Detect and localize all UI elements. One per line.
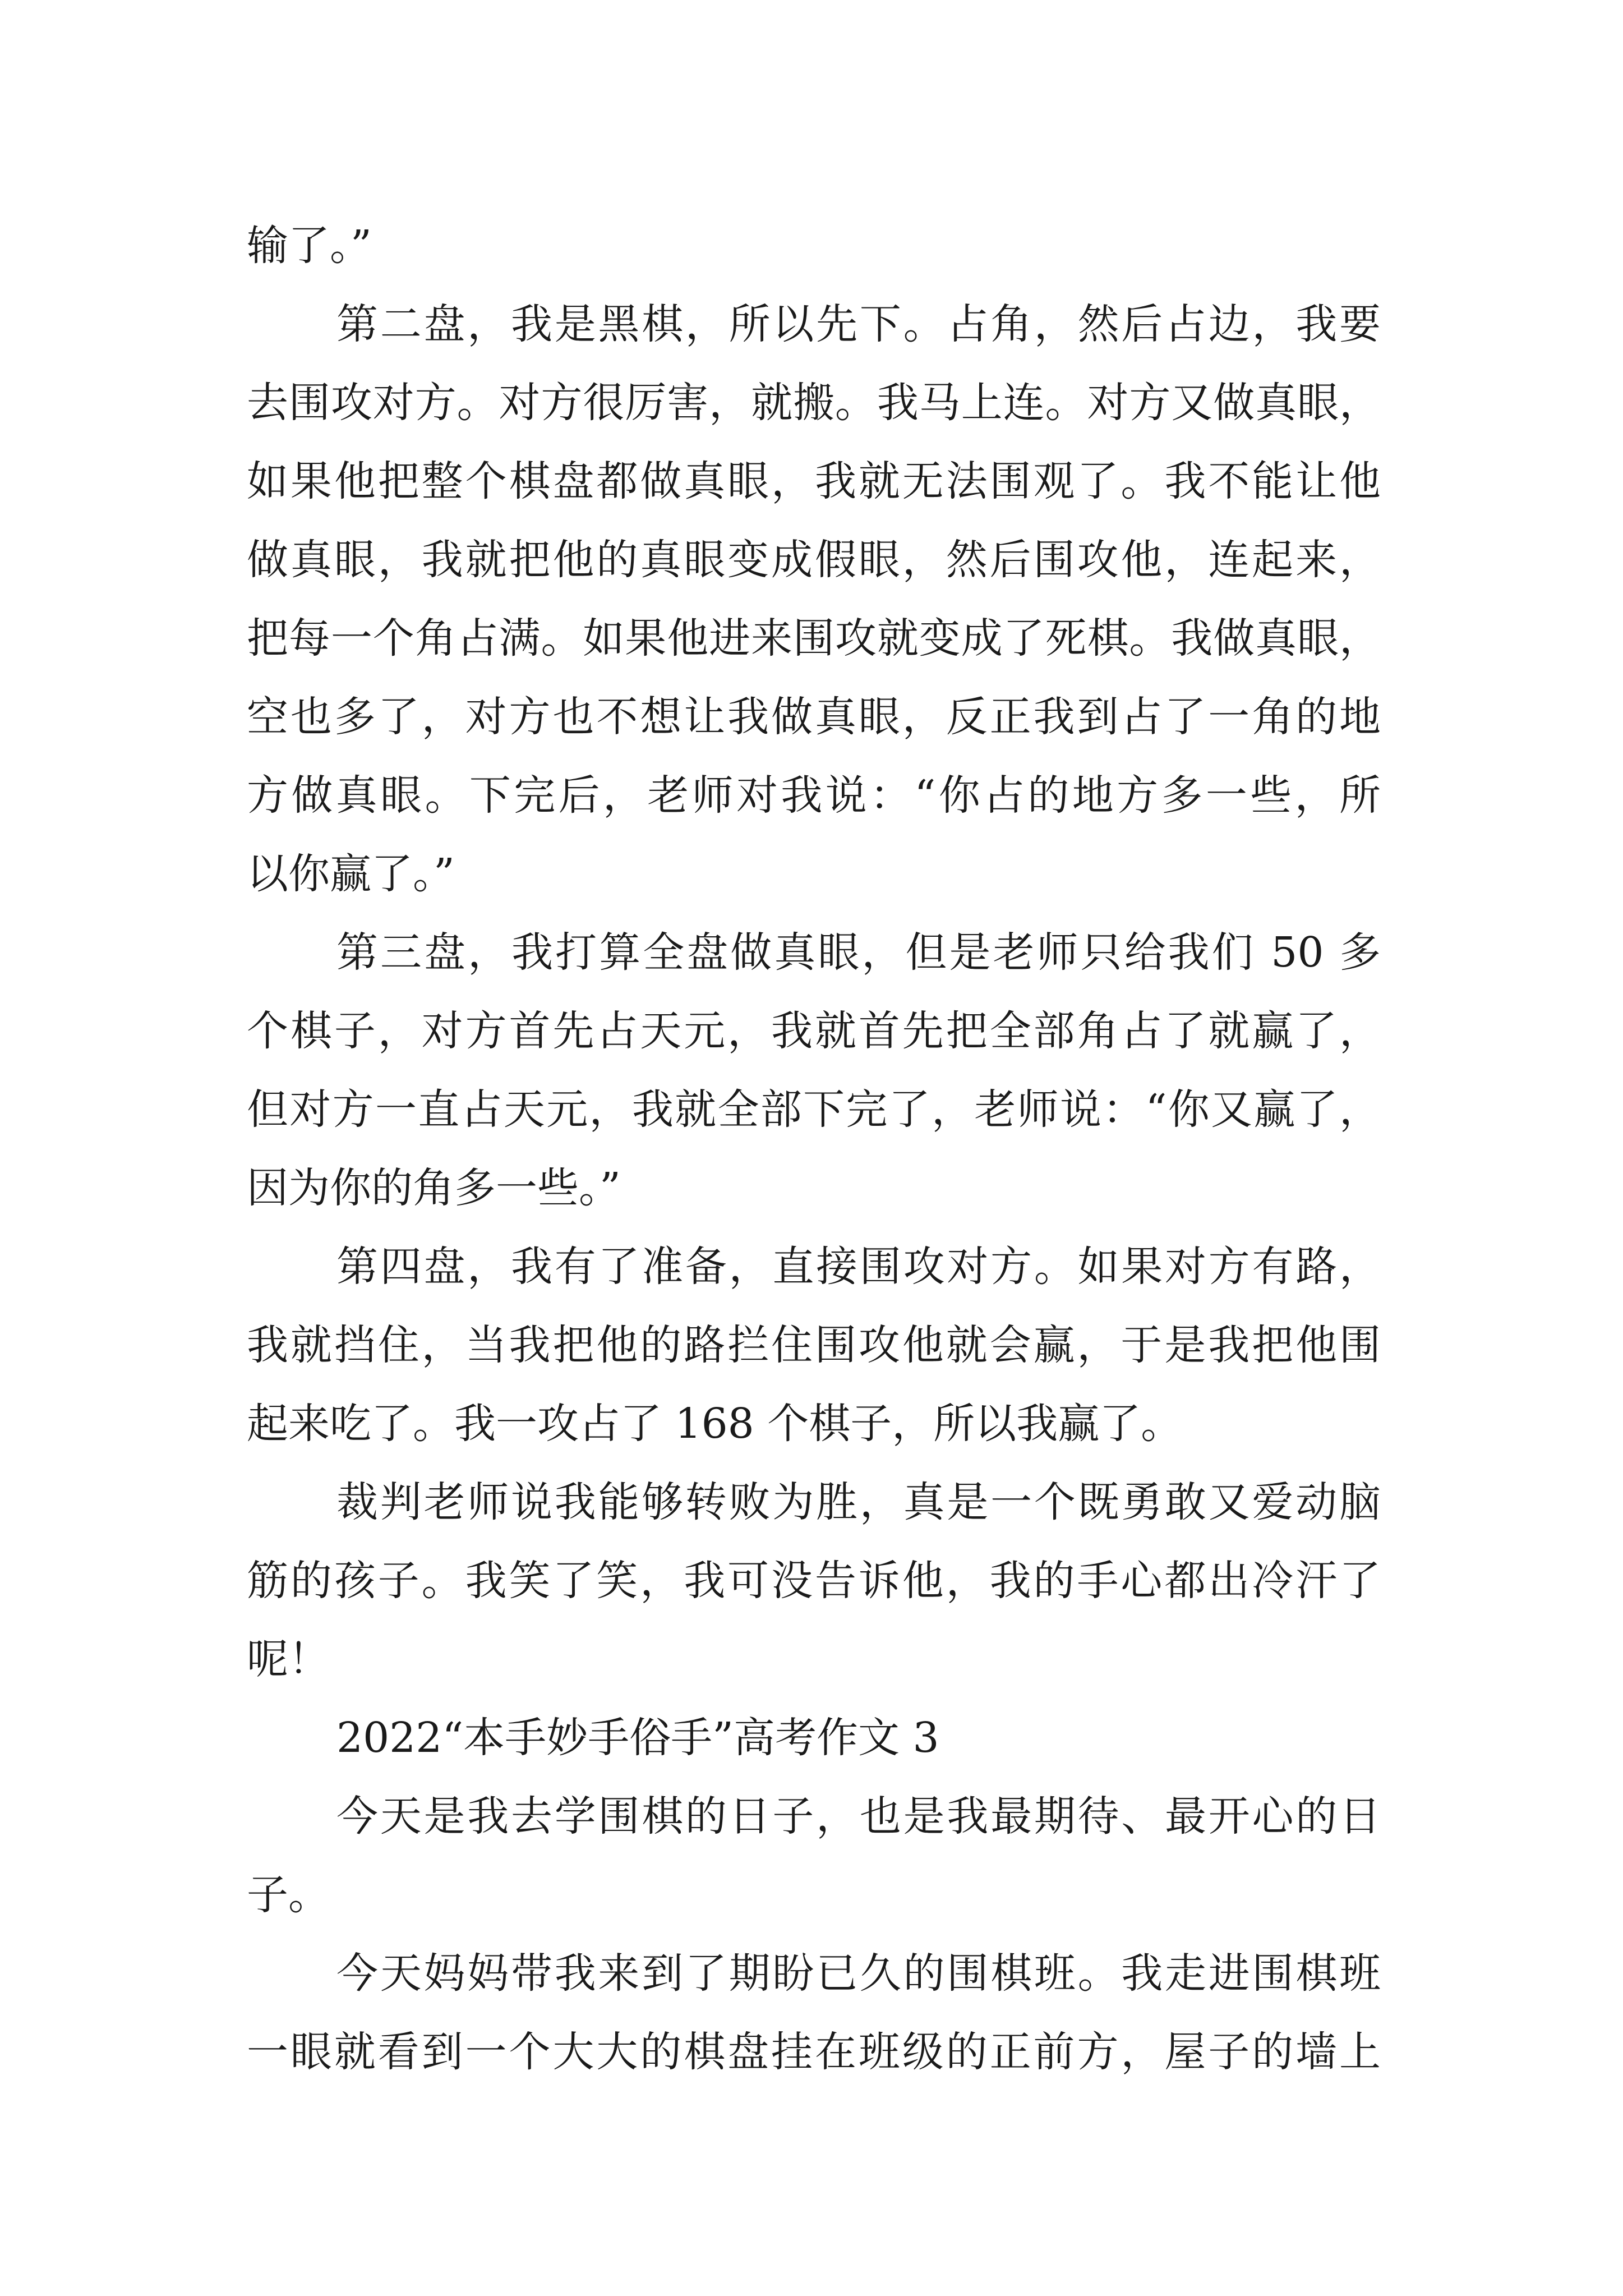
paragraph-6-line-1: 今天是我去学围棋的日子，也是我最期待、最开心的日: [336, 1792, 1381, 1841]
paragraph-2-line-5: 把每一个角占满。如果他进来围攻就变成了死棋。我做真眼，: [247, 614, 1381, 662]
paragraph-2-line-8: 以你赢了。”: [247, 850, 455, 898]
paragraph-2-line-4: 做真眼，我就把他的真眼变成假眼，然后围攻他，连起来，: [247, 536, 1381, 584]
paragraph-2-line-1: 第二盘，我是黑棋，所以先下。占角，然后占边，我要: [336, 300, 1381, 348]
paragraph-2-line-6: 空也多了，对方也不想让我做真眼，反正我到占了一角的地: [247, 693, 1381, 741]
paragraph-4-line-3: 起来吃了。我一攻占了 168 个棋子，所以我赢了。: [247, 1400, 1183, 1448]
text-line-1: 输了。”: [247, 222, 372, 270]
paragraph-7-line-1: 今天妈妈带我来到了期盼已久的围棋班。我走进围棋班: [336, 1949, 1381, 1998]
paragraph-6-line-2: 子。: [247, 1871, 330, 1919]
paragraph-5-line-1: 裁判老师说我能够转败为胜，真是一个既勇敢又爱动脑: [336, 1478, 1381, 1526]
paragraph-4-line-2: 我就挡住，当我把他的路拦住围攻他就会赢，于是我把他围: [247, 1321, 1381, 1369]
paragraph-2-line-2: 去围攻对方。对方很厉害，就搬。我马上连。对方又做真眼，: [247, 379, 1381, 427]
section-heading: 2022“本手妙手俗手”高考作文 3: [336, 1714, 939, 1762]
paragraph-2-line-7: 方做真眼。下完后，老师对我说：“你占的地方多一些，所: [247, 771, 1381, 820]
paragraph-7-line-2: 一眼就看到一个大大的棋盘挂在班级的正前方，屋子的墙上: [247, 2028, 1381, 2076]
paragraph-2-line-3: 如果他把整个棋盘都做真眼，我就无法围观了。我不能让他: [247, 457, 1381, 505]
paragraph-3-line-1: 第三盘，我打算全盘做真眼，但是老师只给我们 50 多: [336, 928, 1381, 977]
paragraph-4-line-1: 第四盘，我有了准备，直接围攻对方。如果对方有路，: [336, 1243, 1381, 1291]
paragraph-5-line-2: 筋的孩子。我笑了笑，我可没告诉他，我的手心都出冷汗了: [247, 1557, 1381, 1605]
paragraph-3-line-4: 因为你的角多一些。”: [247, 1164, 621, 1212]
paragraph-3-line-2: 个棋子，对方首先占天元，我就首先把全部角占了就赢了，: [247, 1007, 1381, 1055]
paragraph-5-line-3: 呢！: [247, 1635, 330, 1683]
paragraph-3-line-3: 但对方一直占天元，我就全部下完了，老师说：“你又赢了，: [247, 1085, 1381, 1134]
